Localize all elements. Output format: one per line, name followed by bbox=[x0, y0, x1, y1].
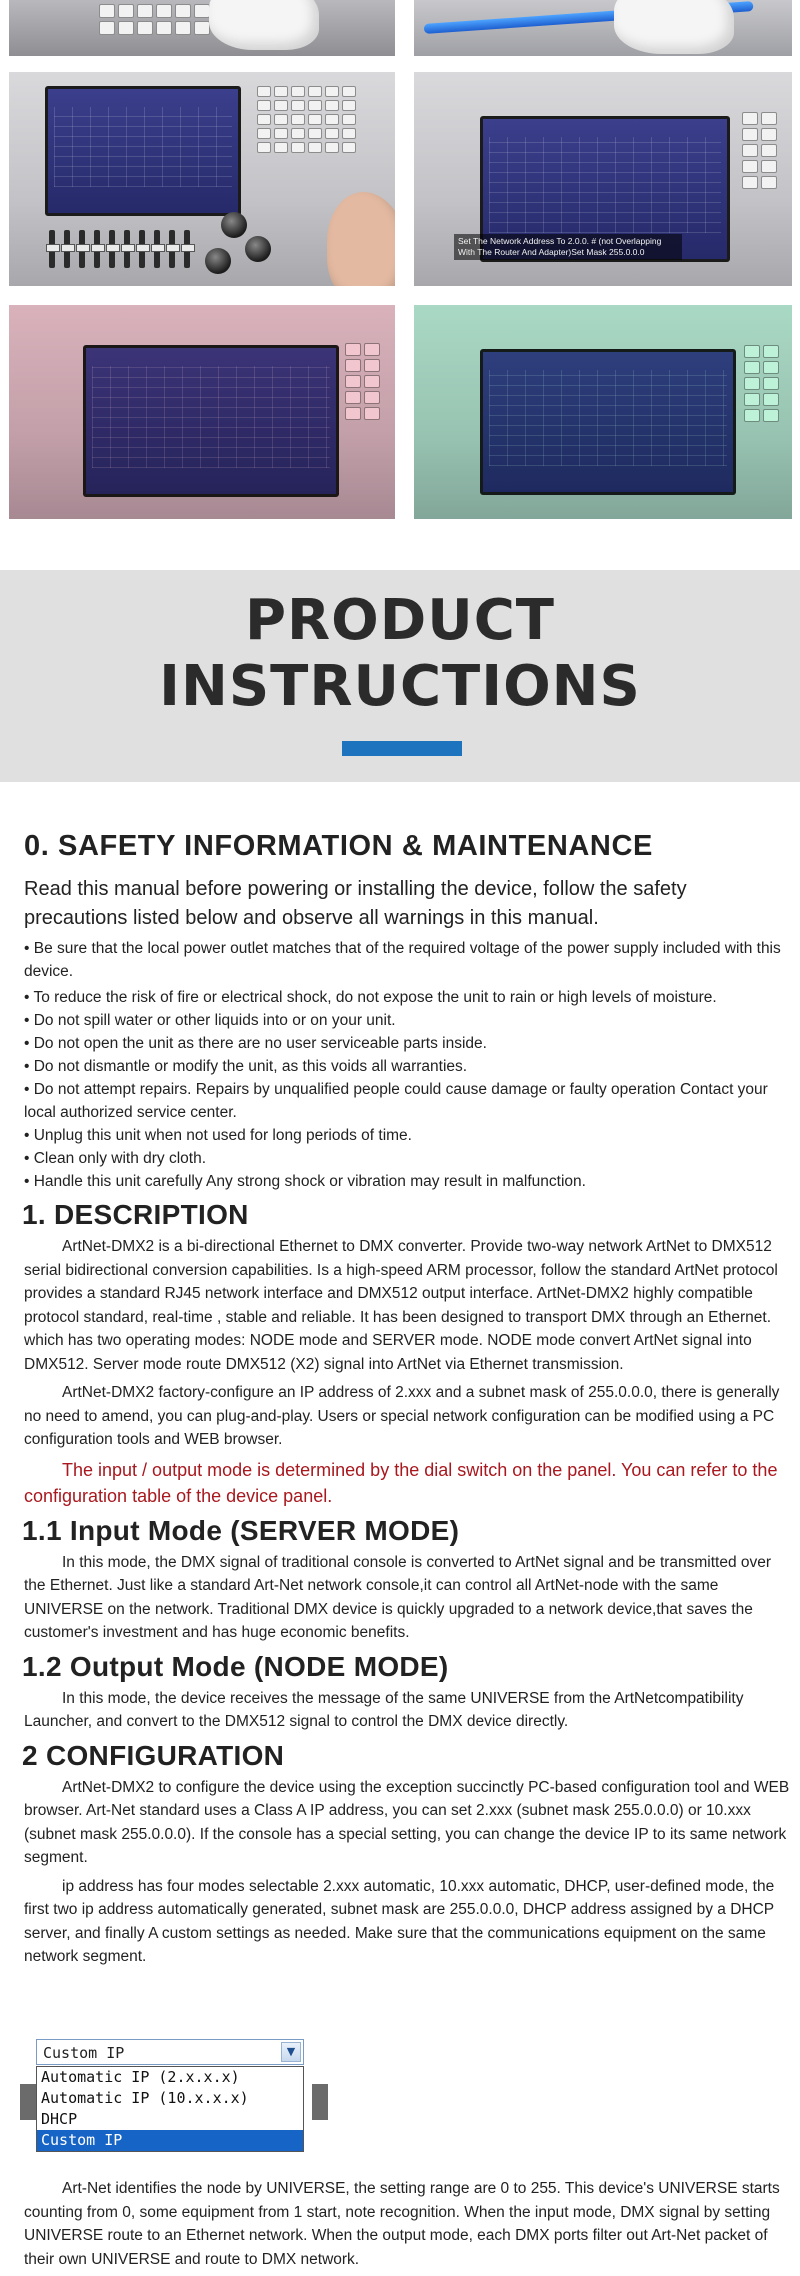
ip-mode-options bbox=[36, 2066, 304, 2152]
photo-top-left bbox=[9, 0, 395, 56]
section-heading-configuration: 2 CONFIGURATION bbox=[22, 1739, 285, 1771]
chevron-down-icon[interactable]: ▼ bbox=[281, 2042, 301, 2062]
input-mode-paragraph: In this mode, the DMX signal of traditional console is converted to ArtNet signal and be transmitted over the Ethernet. Just like a standard Art-Net network console,it can control all ArtNet-node with the same UNIVERSE on the network. Traditional DMX device is quickly upgraded to a network device,that saves the customer's investment and has huge economic benefits. bbox=[24, 1553, 772, 1641]
ip-mode-option-dhcp[interactable]: DHCP bbox=[41, 2110, 78, 2128]
safety-bullet: • Do not spill water or other liquids into or on your unit. bbox=[24, 1012, 396, 1029]
description-paragraph: ArtNet-DMX2 factory-configure an IP address of 2.xxx and a subnet mask of 255.0.0.0, there is generally no need to amend, you can plug-and-play. Users or special network configuration can be modified using a PC configuration tools and WEB browser. bbox=[24, 1384, 780, 1448]
safety-bullet: • Do not attempt repairs. Repairs by unqualified people could cause damage or faulty operation Contact your local authorized service center. bbox=[24, 1081, 768, 1121]
safety-intro: Read this manual before powering or installing the device, follow the safety precautions listed below and observe all warnings in this manual. bbox=[24, 878, 687, 929]
manual-content bbox=[24, 830, 794, 1974]
photo-caption: Set The Network Address To 2.0.0. # (not Overlapping With The Router And Adapter)Set Mask 255.0.0.0 bbox=[454, 234, 682, 260]
banner-accent-bar bbox=[342, 741, 462, 756]
hand bbox=[327, 192, 395, 286]
safety-bullet: • Do not open the unit as there are no user serviceable parts inside. bbox=[24, 1035, 487, 1052]
console-screen bbox=[45, 86, 241, 216]
section-heading-input-mode: 1.1 Input Mode (SERVER MODE) bbox=[22, 1514, 460, 1546]
section-heading-safety: 0. SAFETY INFORMATION & MAINTENANCE bbox=[24, 830, 653, 862]
description-paragraph: ArtNet-DMX2 is a bi-directional Ethernet to DMX converter. Provide two-way network ArtNet to DMX512 serial bidirectional conversion capabilities. Is a high-speed ARM processor, follow the standard ArtNet protocol provides a standard RJ45 network interface and DMX512 output interface. ArtNet-DMX2 highly compatible protocol standard, real-time , stable and reliable. It has been designed to transport DMX through an Ethernet. which has two operating modes: NODE mode and SERVER mode. NODE mode convert ArtNet signal into DMX512. Server mode route DMX512 (X2) signal into ArtNet via Ethernet transmission. bbox=[24, 1238, 778, 1373]
photo-console-red bbox=[9, 305, 395, 519]
safety-bullet: • Clean only with dry cloth. bbox=[24, 1150, 207, 1167]
safety-bullet: • To reduce the risk of fire or electrical shock, do not expose the unit to rain or high levels of moisture. bbox=[24, 989, 717, 1006]
configuration-paragraph: ip address has four modes selectable 2.xxx automatic, 10.xxx automatic, DHCP, user-defined mode, the first two ip address automatically generated, subnet mask are 255.0.0.0, DHCP address assigned by a DHCP server, and finally A custom settings as needed. Make sure that the communications equipment on the same network segment. bbox=[24, 1877, 775, 1965]
universe-paragraph: Art-Net identifies the node by UNIVERSE, the setting range are 0 to 255. This device's UNIVERSE starts counting from 0, some equipment from 1 start, note recognition. When the input mode, DMX signal by setting UNIVERSE route to an Ethernet network. When the output mode, each DMX ports filter out Art-Net packet of their own UNIVERSE and route to DMX network. bbox=[24, 2180, 780, 2268]
mode-note: The input / output mode is determined by the dial switch on the panel. You can refer to the configuration table of the device panel. bbox=[24, 1459, 778, 1506]
output-mode-paragraph: In this mode, the device receives the message of the same UNIVERSE from the ArtNetcompatibility Launcher, and convert to the DMX512 signal to control the DMX device directly. bbox=[24, 1689, 744, 1730]
gloved-hand bbox=[614, 0, 734, 54]
ip-mode-select[interactable] bbox=[36, 2039, 304, 2065]
section-heading-description: 1. DESCRIPTION bbox=[22, 1199, 249, 1230]
section-heading-output-mode: 1.2 Output Mode (NODE MODE) bbox=[22, 1650, 449, 1682]
photo-console-hand bbox=[9, 72, 395, 286]
photo-console-network bbox=[414, 72, 792, 286]
banner-title-line2: INSTRUCTIONS bbox=[159, 654, 641, 719]
product-instructions-banner bbox=[0, 570, 800, 782]
safety-bullet: • Do not dismantle or modify the unit, as this voids all warranties. bbox=[24, 1058, 468, 1075]
photo-top-right bbox=[414, 0, 792, 56]
gloved-hand bbox=[209, 0, 319, 50]
photo-console-green bbox=[414, 305, 792, 519]
safety-bullet: • Unplug this unit when not used for long periods of time. bbox=[24, 1127, 412, 1144]
ip-mode-option-auto-10[interactable]: Automatic IP (10.x.x.x) bbox=[41, 2089, 249, 2107]
ip-mode-option-custom[interactable]: Custom IP bbox=[37, 2130, 303, 2151]
configuration-paragraph: ArtNet-DMX2 to configure the device using the exception succinctly PC-based configuration tool and WEB browser. Art-Net standard uses a Class A IP address, you can set 2.xxx (subnet mask 255.0.0.0) or 10.xxx (subnet mask 255.0.0.0). If the console has a special setting, you can change the device IP to its same network segment. bbox=[24, 1778, 790, 1866]
safety-bullet: • Be sure that the local power outlet matches that of the required voltage of the power supply included with this device. bbox=[24, 940, 781, 980]
manual-content-tail bbox=[24, 2177, 794, 2276]
banner-title-line1: PRODUCT bbox=[244, 588, 556, 653]
ip-mode-dropdown-illustration bbox=[20, 2034, 320, 2149]
faders bbox=[49, 230, 190, 268]
ip-mode-selected-value: Custom IP bbox=[43, 2044, 125, 2062]
ip-mode-option-auto-2[interactable]: Automatic IP (2.x.x.x) bbox=[41, 2068, 240, 2086]
safety-bullet: • Handle this unit carefully Any strong shock or vibration may result in malfunction. bbox=[24, 1173, 586, 1190]
